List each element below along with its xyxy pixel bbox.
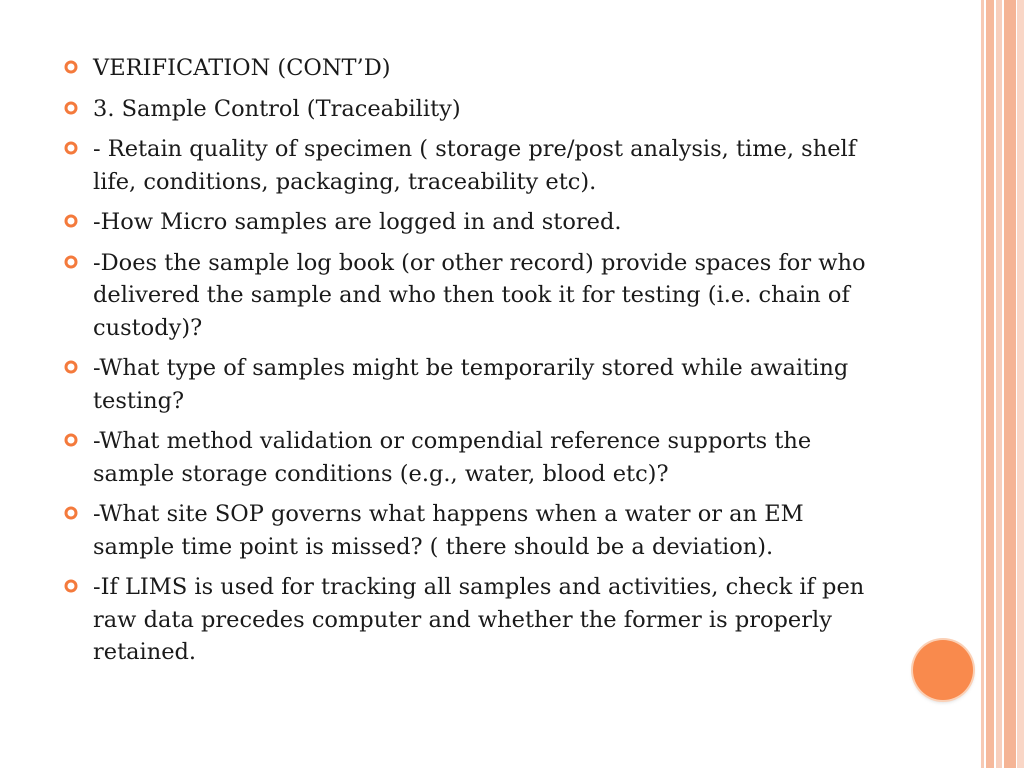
decorative-stripe <box>1017 0 1024 768</box>
bullet-text: VERIFICATION (CONT’D) <box>93 55 391 81</box>
bullet-text: - Retain quality of specimen ( storage pre/post analysis, time, shelf life, conditions, packaging, traceability etc). <box>93 136 857 195</box>
ring-bullet-icon <box>62 577 80 595</box>
bullet-item <box>62 52 892 85</box>
decorative-circle <box>913 640 973 700</box>
ring-bullet-icon <box>62 358 80 376</box>
decorative-stripe <box>996 0 1002 768</box>
ring-bullet-icon <box>62 212 80 230</box>
ring-bullet-icon <box>62 99 80 117</box>
decorative-stripe <box>986 0 994 768</box>
bullet-item <box>62 247 892 345</box>
ring-bullet-icon <box>62 139 80 157</box>
ring-bullet-icon <box>62 253 80 271</box>
bullet-list <box>62 52 892 677</box>
decorative-stripe <box>981 0 984 768</box>
bullet-item <box>62 93 892 126</box>
decorative-stripe <box>1004 0 1016 768</box>
bullet-item <box>62 425 892 490</box>
bullet-text: -How Micro samples are logged in and stored. <box>93 209 622 235</box>
bullet-item <box>62 133 892 198</box>
ring-bullet-icon <box>62 504 80 522</box>
bullet-text: -What method validation or compendial reference supports the sample storage conditions (e.g., water, blood etc)? <box>93 428 812 487</box>
bullet-text: -Does the sample log book (or other record) provide spaces for who delivered the sample and who then took it for testing (i.e. chain of custody)? <box>93 249 866 341</box>
bullet-item <box>62 206 892 239</box>
bullet-item <box>62 352 892 417</box>
ring-bullet-icon <box>62 58 80 76</box>
bullet-item <box>62 498 892 563</box>
bullet-text: -What site SOP governs what happens when a water or an EM sample time point is missed? ( there should be a deviation). <box>93 501 804 560</box>
bullet-text: -If LIMS is used for tracking all samples and activities, check if pen raw data precedes computer and whether the former is properly retained. <box>93 574 865 665</box>
bullet-item <box>62 571 892 669</box>
bullet-text: 3. Sample Control (Traceability) <box>93 95 461 122</box>
ring-bullet-icon <box>62 431 80 449</box>
bullet-text: -What type of samples might be temporarily stored while awaiting testing? <box>93 355 849 414</box>
